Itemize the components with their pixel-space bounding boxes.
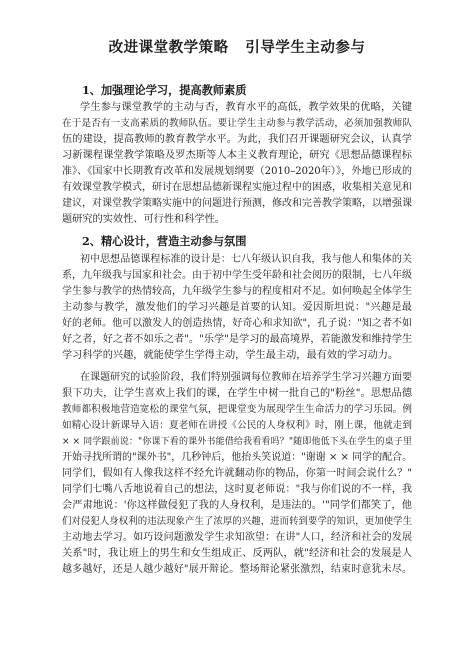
section-2-para-2-line: 教师都积极地营造宽松的课堂气氛，把课堂变为展现学生生命活力的学习乐园。例 (62, 404, 412, 415)
section-1-line: 准》、《国家中长期教育改革和发展规划纲要（2010–2020年）》，外地已形成的 (62, 166, 412, 177)
section-1-line: 伍的建设，提高教师的教育教学水平。为此，我们召开课题研究会议，认真学 (62, 134, 412, 145)
section-2-para-2-line: 们对侵犯人身权利的违法现象产生了浓厚的兴趣，进而转到要学的知识，更加使学生 (62, 516, 412, 527)
section-1-line: 建议，对课堂教学策略实施中的问题进行预测，修改和完善教学策略，以增强课 (62, 198, 412, 209)
section-2-para-2-line: 主动地去学习。如巧设问题激发学生求知欲望：在讲"人口，经济和社会的发展 (62, 532, 412, 543)
section-1-line: 有效课堂教学模式，研讨在思想品德新课程实施过程中的困惑，收集相关意见和 (62, 182, 412, 193)
section-1-heading: 1、加强理论学习，提高教师素质 (82, 83, 247, 97)
section-2-para-1-line: 学生参与教学的热情较高，九年级学生参与的程度相对不足。如何唤起全体学生 (62, 286, 412, 297)
section-2-para-2-line: 越多越好，还是人越少越好"展开辩论。整场辩论紧张激烈，结束时意犹未尽。 (62, 564, 412, 575)
section-1-line: 习新课程课堂教学策略及罗杰斯等人本主义教育理论，研究《思想品德课程标 (62, 150, 412, 161)
section-2-heading: 2、精心设计，营造主动参与氛围 (82, 234, 247, 248)
document-title: 改进课堂教学策略 引导学生主动参与 (108, 39, 366, 56)
section-2-para-2-line: 在课题研究的试验阶段，我们特别强调每位教师在培养学生学习兴趣方面要 (80, 372, 412, 383)
section-1-line: 学生参与课堂教学的主动与否，教育水平的高低，教学效果的优略，关键 (80, 102, 412, 113)
section-2-para-2-line: × × 同学跟前说："你课下看的课外书能借给我看看吗？"随即他低下头在学生的桌子里 (62, 437, 412, 447)
section-2-para-2-line: 会严肃地说：'你这样做侵犯了我的人身权利，是违法的。'"同学们都笑了，他 (62, 500, 412, 511)
section-2-para-1-line: 系，九年级我与国家和社会。由于初中学生受年龄和社会阅历的限制，七八年级 (62, 270, 412, 281)
section-1-line: 题研究的实效性、可行性和科学性。 (62, 214, 225, 225)
section-1-line: 在于是否有一支高素质的教师队伍。要让学生主动参与教学活动，必须加强教师队 (62, 118, 412, 129)
section-2-para-1-line: 好的老师。他可以激发人的创造热情，好奇心和求知欲"，孔子说："知之者不如 (62, 318, 412, 329)
section-2-para-2-line: 开始寻找所谓的"课外书"，几秒钟后，他抬头笑说道："谢谢 × × 同学的配合。 (62, 452, 412, 463)
section-2-para-1-line: 主动参与教学，激发他们的学习兴趣是首要的认知。爱因斯坦说："兴趣是最 (62, 302, 412, 313)
section-2-para-1-line: 好之者，好之者不如乐之者"。"乐学"是学习的最高境界，若能激发和维持学生 (62, 334, 412, 345)
section-2-para-1-line: 学习科学的兴趣，就能使学生学得主动，学生最主动，最有效的学习动力。 (62, 350, 399, 361)
section-2-para-2-line: 狠下功夫，让学生喜欢上我们的课，在学生中树一批自己的"粉丝"。思想品德 (62, 388, 412, 399)
section-2-para-2-line: 同学们七嘴八舌地说着自己的想法，这时夏老师说："我与你们说的不一样，我 (62, 484, 412, 495)
section-2-para-2-line: 如精心设计新课导入语：夏老师在讲授《公民的人身权利》时，刚上课，他就走到 (62, 420, 412, 431)
section-2-para-2-line: 关系"时，我让班上的男生和女生组成正、反两队，就"经济和社会的发展是人 (62, 548, 412, 559)
section-2-para-2-line: 同学们，假如有人像我这样不经允许就翻动你的物品，你第一时间会说什么？" (62, 468, 412, 479)
section-2-para-1-line: 初中思想品德课程标准的设计是：七八年级认识自我，我与他人和集体的关 (80, 254, 412, 265)
